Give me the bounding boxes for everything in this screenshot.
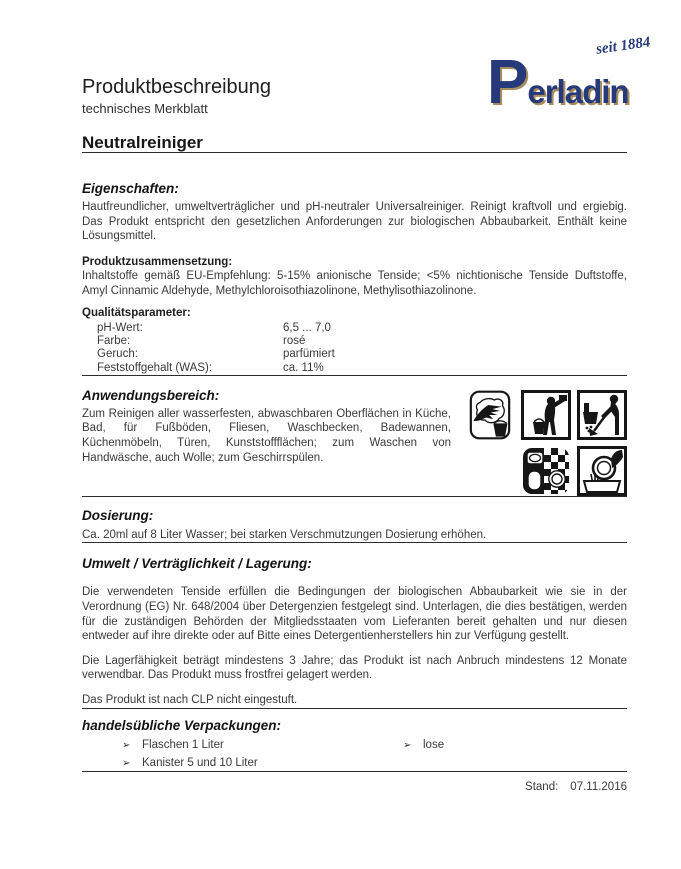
produktzusammensetzung-text: Inhaltstoffe gemäß EU-Empfehlung: 5-15% anionische Tenside; <5% nichtionische Tenside Duftstoffe, Amyl Cinnamic Aldehyde, Methylchloroisothiazolinone, Methylisothiazolinone. bbox=[82, 270, 627, 297]
packaging-column-right bbox=[403, 738, 627, 771]
param-value: 6,5 ... 7,0 bbox=[283, 321, 331, 334]
table-row bbox=[82, 322, 627, 335]
section-heading-qualitaetsparameter: Qualitätsparameter: bbox=[82, 307, 191, 320]
section-heading-produktzusammensetzung: Produktzusammensetzung: bbox=[82, 255, 233, 268]
section-divider bbox=[82, 771, 627, 772]
arrow-bullet-icon: ➢ bbox=[122, 739, 131, 751]
section-heading-umwelt: Umwelt / Verträglichkeit / Lagerung: bbox=[82, 556, 312, 572]
anwendungsbereich-text: Zum Reinigen aller wasserfesten, abwaschbaren Oberflächen in Küche, Bad, für Fußböden, Fliesen, Waschbecken, Badewannen, Küchenmöbeln, Türen, Kunststoffflächen; zum Waschen von Handwäsche, auch Wolle; zum Geschirrspülen. bbox=[82, 407, 451, 464]
logo-wordmark-rest: erladin bbox=[527, 73, 629, 110]
qualitaetsparameter-table bbox=[82, 322, 627, 375]
packaging-item-label: Kanister 5 und 10 Liter bbox=[142, 756, 258, 769]
packaging-item-label: Flaschen 1 Liter bbox=[142, 738, 224, 751]
page-subtitle: technisches Merkblatt bbox=[82, 101, 208, 116]
pictogram-row bbox=[459, 390, 627, 440]
section-divider bbox=[82, 375, 627, 376]
bathroom-cleaning-icon bbox=[521, 446, 571, 496]
section-heading-anwendungsbereich: Anwendungsbereich: bbox=[82, 387, 220, 403]
application-pictograms bbox=[459, 390, 627, 496]
param-label: Geruch: bbox=[97, 348, 138, 361]
section-divider bbox=[82, 496, 627, 497]
list-item bbox=[122, 756, 403, 771]
pictogram-row bbox=[459, 446, 627, 496]
stand-date-line bbox=[82, 781, 627, 793]
param-label: Farbe: bbox=[97, 335, 131, 348]
stand-label: Stand: bbox=[525, 780, 559, 793]
section-heading-verpackungen: handelsübliche Verpackungen: bbox=[82, 717, 282, 733]
section-divider bbox=[82, 152, 627, 153]
document-content bbox=[82, 76, 627, 793]
logo-tagline: seit 1884 bbox=[595, 34, 652, 58]
perladin-logo bbox=[487, 34, 655, 117]
table-row bbox=[82, 348, 627, 361]
floor-mopping-icon bbox=[577, 390, 627, 440]
umwelt-paragraph-3: Das Produkt ist nach CLP nicht eingestuft. bbox=[82, 693, 298, 706]
param-label: pH-Wert: bbox=[97, 321, 143, 334]
umwelt-paragraph-2: Die Lagerfähigkeit beträgt mindestens 3 Jahre; das Produkt ist nach Anbruch mindestens 12 Monate verwendbar. Das Produkt muss frostfrei gelagert werden. bbox=[82, 654, 627, 682]
packaging-list bbox=[82, 738, 627, 771]
eigenschaften-text: Hautfreundlicher, umweltverträglicher und pH-neutraler Universalreiniger. Reinigt kraftvoll und ergiebig. Das Produkt entspricht den gesetzlichen Anforderungen zur biologischen Abbaubarkeit. Enthält keine Lösungsmittel. bbox=[82, 201, 627, 243]
logo-letter-p: P bbox=[487, 48, 528, 117]
section-divider bbox=[82, 708, 627, 709]
logo-wordmark bbox=[487, 48, 629, 117]
dosierung-text: Ca. 20ml auf 8 Liter Wasser; bei starken Verschmutzungen Dosierung erhöhen. bbox=[82, 528, 487, 541]
table-row bbox=[82, 362, 627, 375]
stand-date: 07.11.2016 bbox=[570, 780, 627, 793]
section-divider bbox=[82, 542, 627, 543]
param-value: parfümiert bbox=[283, 348, 335, 361]
umwelt-paragraph-1: Die verwendeten Tenside erfüllen die Bedingungen der biologischen Abbaubarkeit wie sie in der Verordnung (EG) Nr. 648/2004 über Detergenzien festgelegt sind. Unterlagen, die dies bestätigen, werden für die zuständigen Behörden der Mitgliedsstaaten vom Lieferanten bereit gehalten und nur diesen entweder auf ihre direkte oder auf Bitte eines Detergentienherstellers hin zur Verfügung gestellt. bbox=[82, 586, 627, 643]
anwendungsbereich-section bbox=[82, 388, 627, 496]
dishwashing-icon bbox=[577, 446, 627, 496]
list-item bbox=[403, 738, 627, 753]
table-row bbox=[82, 335, 627, 348]
wall-cleaning-icon bbox=[521, 390, 571, 440]
param-value: rosé bbox=[283, 335, 306, 348]
arrow-bullet-icon: ➢ bbox=[403, 739, 412, 751]
hand-wiping-icon bbox=[465, 390, 515, 440]
param-value: ca. 11% bbox=[283, 361, 324, 374]
packaging-item-label: lose bbox=[423, 738, 445, 751]
packaging-column-left bbox=[82, 738, 403, 771]
param-label: Feststoffgehalt (WAS): bbox=[97, 361, 213, 374]
page-title: Produktbeschreibung bbox=[82, 76, 272, 98]
product-name: Neutralreiniger bbox=[82, 133, 203, 152]
list-item bbox=[122, 738, 403, 753]
arrow-bullet-icon: ➢ bbox=[122, 757, 131, 769]
section-heading-dosierung: Dosierung: bbox=[82, 507, 154, 523]
section-heading-eigenschaften: Eigenschaften: bbox=[82, 181, 179, 196]
